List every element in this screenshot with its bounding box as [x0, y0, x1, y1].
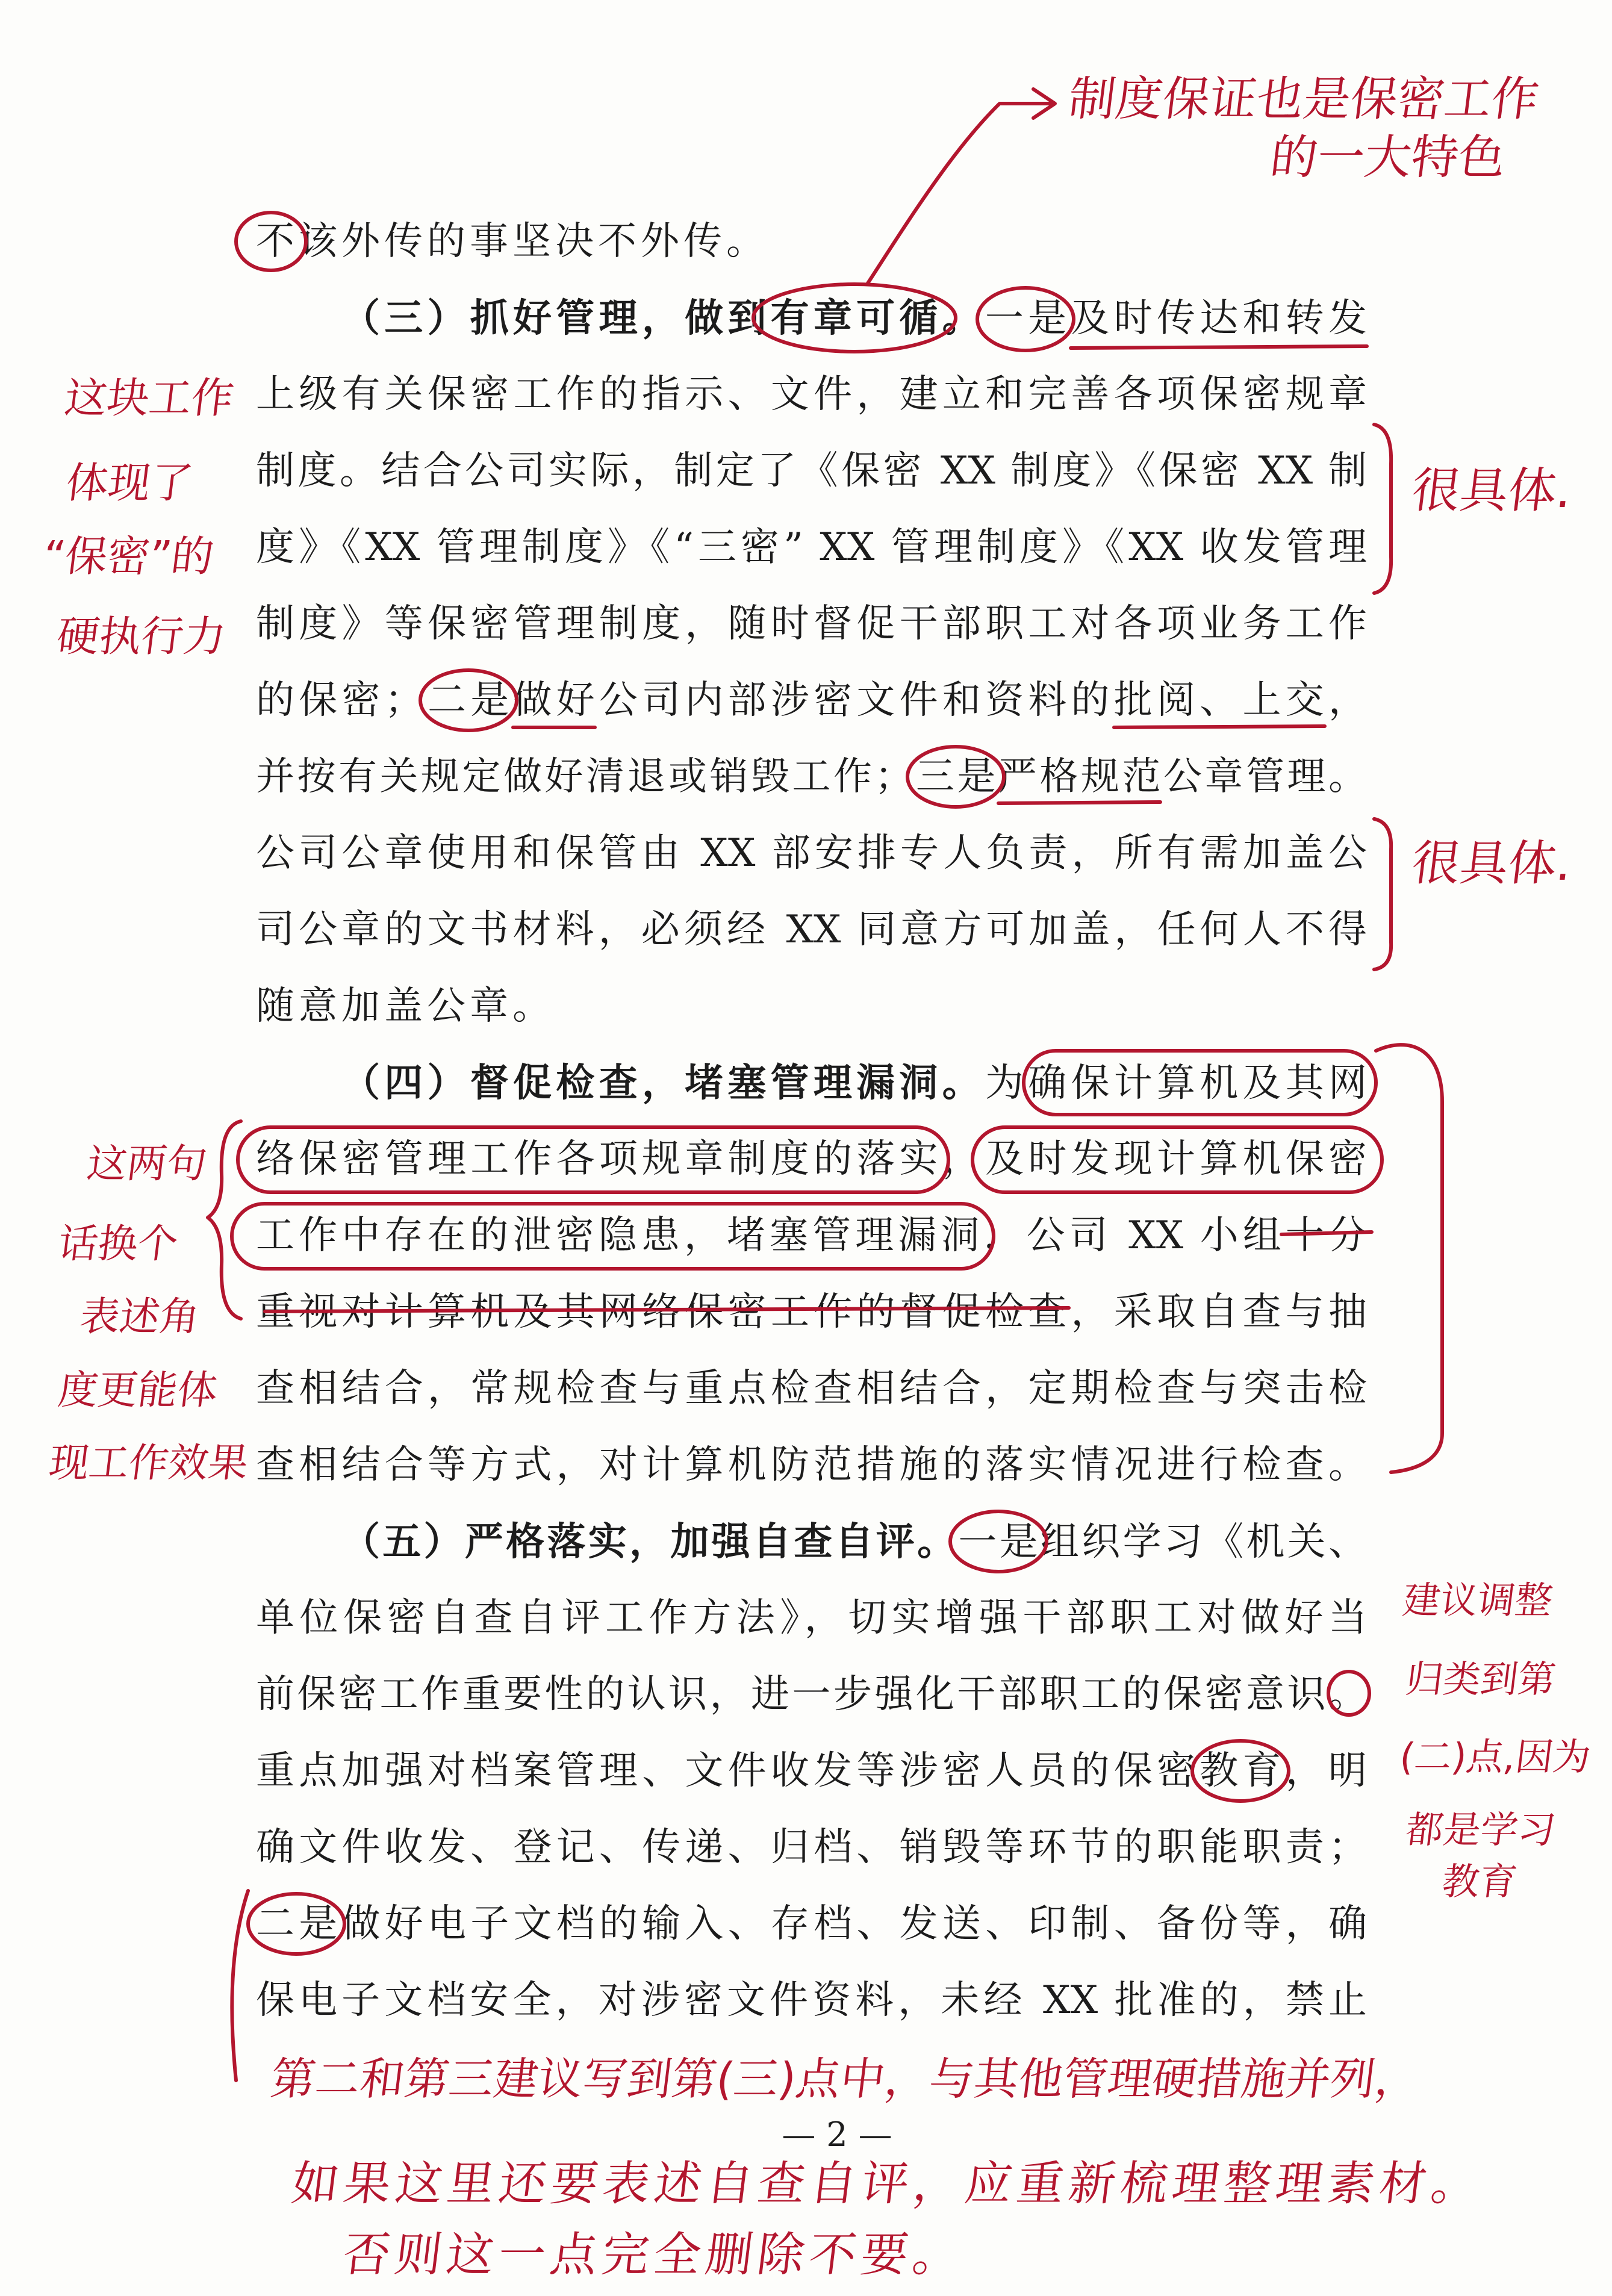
line-text: 重点加强对档案管理、文件收发等涉密人员的保密教育，明 [256, 1749, 1367, 1793]
section-heading: （五）严格落实，加强自查自评。 [341, 1519, 959, 1564]
circle-mark-phrase [972, 1127, 1382, 1192]
annotation-left-note: 这两句 [84, 1140, 210, 1187]
annotation-right-note: 很具体. [1408, 835, 1576, 891]
line-text: 公司公章使用和保管由 XX 部安排专人负责，所有需加盖公 [256, 831, 1367, 876]
line-text: 重视对计算机及其网络保密工作的督促检查，采取自查与抽 [256, 1290, 1367, 1334]
section-heading: （四）督促检查，堵塞管理漏洞。 [341, 1060, 985, 1106]
circle-mark-bu [236, 213, 306, 270]
line-text: 一是组织学习《机关、 [958, 1520, 1367, 1564]
line-text: 的保密；二是做好公司内部涉密文件和资料的批阅、上交， [256, 678, 1367, 723]
annotation-top-note: 的一大特色 [1267, 131, 1509, 185]
line-text: 司公章的文书材料，必须经 XX 同意方可加盖，任何人不得 [256, 907, 1367, 952]
circle-mark-period [1328, 1672, 1369, 1715]
line-text: 并按有关规定做好清退或销毁工作；三是严格规范公章管理。 [256, 754, 1367, 799]
line-text: 制度》等保密管理制度，随时督促干部职工对各项业务工作 [256, 602, 1367, 646]
circle-mark-phrase [238, 1127, 948, 1192]
annotation-right-note: 很具体. [1408, 462, 1576, 518]
annotation-left-note: 现工作效果 [46, 1440, 251, 1486]
section-heading: （三）抓好管理，做到有章可循。 [341, 296, 985, 341]
page-number: — 2 — [782, 2115, 892, 2154]
line-text: 度》《XX 管理制度》《“三密” XX 管理制度》《XX 收发管理 [256, 525, 1367, 570]
circle-mark-jiao-yu [1192, 1741, 1289, 1801]
brace-mark-right-large [1376, 1045, 1442, 1472]
circle-mark-you-zhang-ke-xun [753, 284, 956, 352]
line-text: 为确保计算机及其网 [985, 1061, 1367, 1106]
line-text: 单位保密自查自评工作方法》，切实增强干部职工对做好当 [256, 1596, 1367, 1640]
line-text: 前保密工作重要性的认识，进一步强化干部职工的保密意识。 [256, 1672, 1367, 1717]
circle-mark-er-shi [248, 1894, 344, 1954]
underline-mark [998, 802, 1160, 803]
annotation-left-note: 体现了 [63, 458, 196, 508]
annotation-left-note: 这块工作 [61, 373, 237, 423]
annotation-left-note: 表述角 [77, 1293, 202, 1340]
circle-mark-yi-shi [977, 288, 1074, 350]
line-text: 随意加盖公章。 [256, 984, 555, 1028]
line-text: 确文件收发、登记、传递、归档、销毁等环节的职能职责； [256, 1825, 1367, 1870]
annotation-bottom-note: 如果这里还要表述自查自评，应重新梳理整理素材。 [288, 2157, 1487, 2211]
annotation-left-note: 度更能体 [55, 1367, 220, 1413]
annotation-bottom-note: 第二和第三建议写到第(三)点中，与其他管理硬措施并列， [267, 2053, 1424, 2105]
annotation-right-note: 都是学习 [1403, 1808, 1558, 1852]
line-text: 查相结合，常规检查与重点检查相结合，定期检查与突击检 [256, 1366, 1367, 1411]
underline-mark [1071, 346, 1367, 348]
annotation-left-note: “保密”的 [40, 532, 217, 581]
brace-mark-right [1374, 819, 1391, 969]
circle-mark-san-shi [907, 747, 1004, 807]
line-text: 不该外传的事坚决不外传。 [256, 219, 769, 264]
strikethrough-mark [265, 1308, 1069, 1311]
line-text: 二是做好电子文档的输入、存档、发送、印制、备份等，确 [256, 1902, 1367, 1946]
annotation-right-note: (二)点,因为 [1397, 1735, 1593, 1779]
annotation-left-note: 话换个 [55, 1221, 181, 1267]
circle-mark-yi-shi [950, 1511, 1047, 1572]
annotation-right-note: 教育 [1439, 1859, 1520, 1903]
circle-mark-er-shi [420, 670, 517, 730]
circle-mark-phrase [1024, 1051, 1376, 1115]
annotation-bottom-note: 否则这一点完全删除不要。 [340, 2228, 968, 2282]
strikethrough-mark [1281, 1232, 1372, 1234]
line-text: 络保密管理工作各项规章制度的落实，及时发现计算机保密 [256, 1137, 1367, 1181]
annotation-top-note: 制度保证也是保密工作 [1065, 72, 1542, 126]
annotation-right-note: 建议调整 [1400, 1578, 1555, 1622]
annotation-left-note: 硬执行力 [54, 612, 229, 661]
underline-mark [1114, 726, 1325, 727]
line-text: 制度。结合公司实际，制定了《保密 XX 制度》《保密 XX 制 [256, 449, 1367, 493]
brace-mark-right [1374, 425, 1391, 593]
line-text: 上级有关保密工作的指示、文件，建立和完善各项保密规章 [256, 372, 1367, 417]
arrow-to-top-note [867, 104, 1053, 284]
line-text: 工作中存在的泄密隐患，堵塞管理漏洞，公司 XX 小组十分 [256, 1213, 1367, 1258]
line-text: 查相结合等方式，对计算机防范措施的落实情况进行检查。 [256, 1443, 1367, 1487]
line-text: 一是及时传达和转发 [985, 296, 1367, 341]
annotation-right-note: 归类到第 [1403, 1657, 1558, 1701]
paren-mark-left [232, 1891, 248, 2080]
circle-mark-phrase [232, 1204, 994, 1269]
line-text: 保电子文档安全，对涉密文件资料，未经 XX 批准的，禁止 [256, 1978, 1367, 2023]
